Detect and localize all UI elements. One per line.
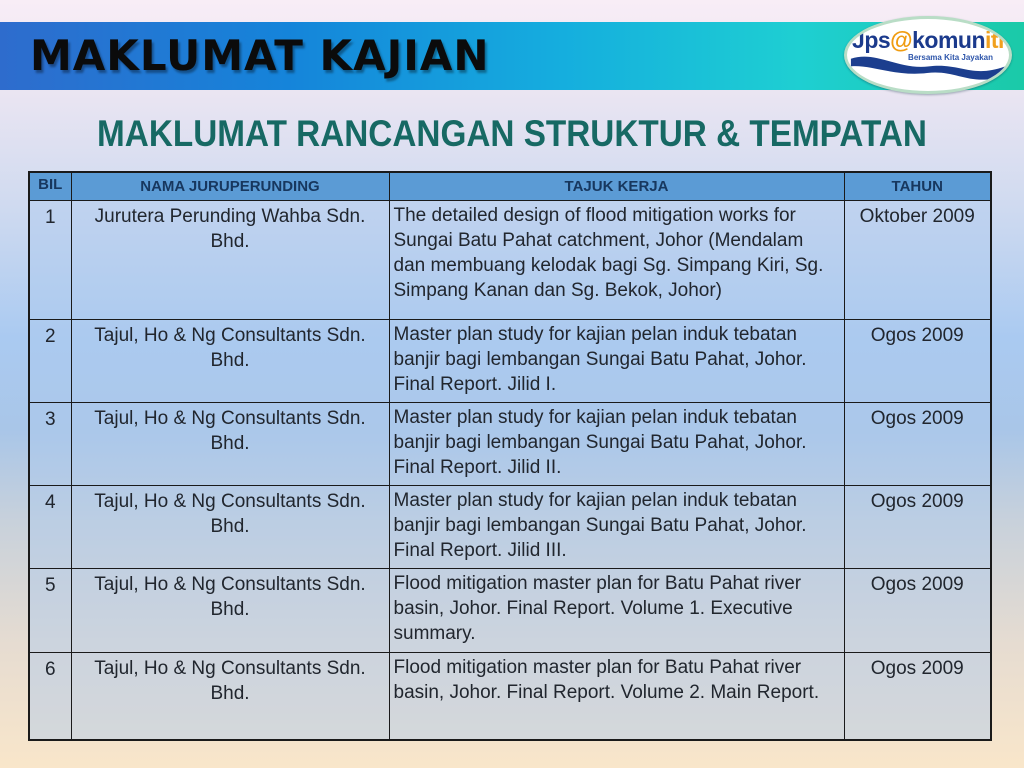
logo-wordmark <box>847 29 1009 52</box>
cell-tahun: Ogos 2009 <box>844 652 991 740</box>
header-tajuk-kerja: TAJUK KERJA <box>389 172 844 200</box>
cell-nama: Tajul, Ho & Ng Consultants Sdn. Bhd. <box>71 652 389 740</box>
cell-bil: 3 <box>29 402 71 485</box>
logo-iti: iti <box>985 27 1004 53</box>
logo-oval <box>844 16 1012 94</box>
page-title: MAKLUMAT RANCANGAN STRUKTUR & TEMPATAN <box>97 113 927 154</box>
cell-tahun: Ogos 2009 <box>844 402 991 485</box>
cell-bil: 6 <box>29 652 71 740</box>
cell-tajuk: Flood mitigation master plan for Batu Pahat river basin, Johor. Final Report. Volume 1. Executive summary. <box>389 568 844 652</box>
study-table <box>28 171 992 741</box>
cell-tajuk: Flood mitigation master plan for Batu Pahat river basin, Johor. Final Report. Volume 2. Main Report. <box>389 652 844 740</box>
cell-tahun: Oktober 2009 <box>844 200 991 319</box>
cell-nama: Jurutera Perunding Wahba Sdn. Bhd. <box>71 200 389 319</box>
cell-tahun: Ogos 2009 <box>844 485 991 568</box>
cell-nama: Tajul, Ho & Ng Consultants Sdn. Bhd. <box>71 568 389 652</box>
logo-tagline: Bersama Kita Jayakan <box>908 53 993 62</box>
cell-bil: 4 <box>29 485 71 568</box>
cell-tajuk: Master plan study for kajian pelan induk tebatan banjir bagi lembangan Sungai Batu Pahat, Johor. Final Report. Jilid II. <box>389 402 844 485</box>
table-row <box>29 402 991 485</box>
table-row <box>29 568 991 652</box>
logo-jps: Jps <box>852 27 891 53</box>
logo-at: @ <box>890 27 913 53</box>
cell-tajuk: Master plan study for kajian pelan induk tebatan banjir bagi lembangan Sungai Batu Pahat, Johor. Final Report. Jilid I. <box>389 319 844 402</box>
jps-komuniti-logo <box>844 16 1012 94</box>
table-row <box>29 652 991 740</box>
cell-tajuk: The detailed design of flood mitigation works for Sungai Batu Pahat catchment, Johor (Mendalam dan membuang kelodak bagi Sg. Simpang Kiri, Sg. Simpang Kanan dan Sg. Bekok, Johor) <box>389 200 844 319</box>
table-row <box>29 200 991 319</box>
table-row <box>29 319 991 402</box>
cell-nama: Tajul, Ho & Ng Consultants Sdn. Bhd. <box>71 319 389 402</box>
header-nama-juruperunding: NAMA JURUPERUNDING <box>71 172 389 200</box>
table-row <box>29 485 991 568</box>
logo-komun: komun <box>912 27 985 53</box>
cell-nama: Tajul, Ho & Ng Consultants Sdn. Bhd. <box>71 485 389 568</box>
cell-bil: 2 <box>29 319 71 402</box>
cell-bil: 5 <box>29 568 71 652</box>
cell-nama: Tajul, Ho & Ng Consultants Sdn. Bhd. <box>71 402 389 485</box>
cell-tajuk: Master plan study for kajian pelan induk tebatan banjir bagi lembangan Sungai Batu Pahat, Johor. Final Report. Jilid III. <box>389 485 844 568</box>
cell-tahun: Ogos 2009 <box>844 568 991 652</box>
banner-title: MAKLUMAT KAJIAN <box>30 31 490 80</box>
cell-tahun: Ogos 2009 <box>844 319 991 402</box>
header-bil: BIL <box>29 172 71 200</box>
table-header-row <box>29 172 991 200</box>
cell-bil: 1 <box>29 200 71 319</box>
header-tahun: TAHUN <box>844 172 991 200</box>
